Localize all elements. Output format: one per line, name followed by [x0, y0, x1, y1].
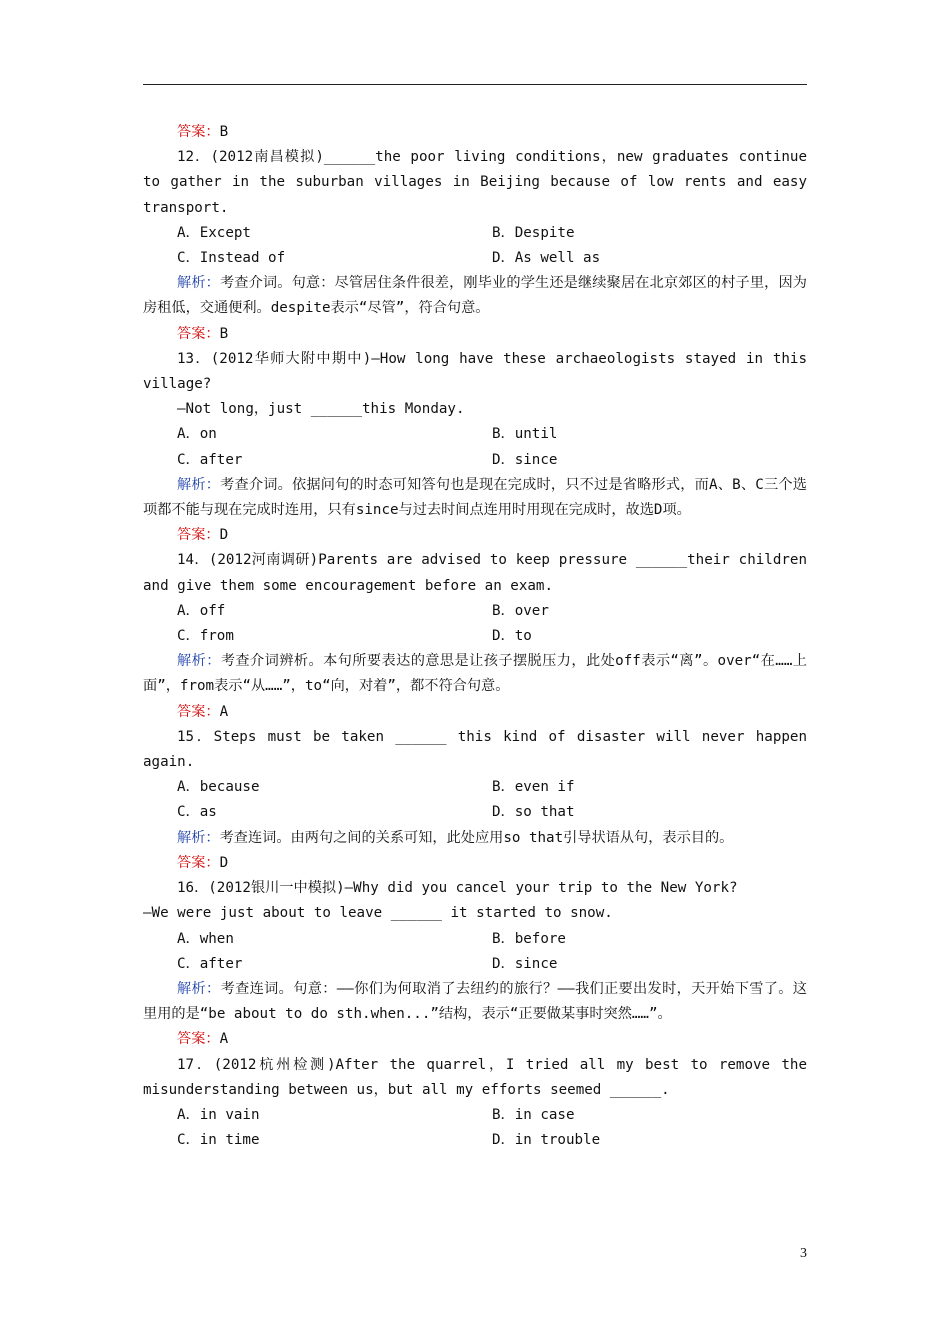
option-d: D．in trouble	[492, 1132, 601, 1149]
question-13-options-row-1	[143, 422, 807, 447]
answer-line: 答案：D	[177, 854, 229, 871]
option-d: D．to	[492, 628, 532, 645]
option-b: B．even if	[492, 779, 575, 796]
analysis-line: 解析：考查连词。由两句之间的关系可知，此处应用so that引导状语从句，表示目的。	[177, 829, 734, 846]
question-12-options-row-2	[143, 246, 807, 271]
option-b: B．Despite	[492, 224, 575, 241]
option-a: A．Except	[177, 224, 251, 241]
analysis-line: 解析：考查连词。句意：——你们为何取消了去纽约的旅行？——我们正要出发时，天开始下雪了。这里用的是“be about to do sth.when...”结构，表示“正要做某事时突然……”。	[143, 980, 807, 1023]
option-d: D．since	[492, 451, 558, 468]
option-b: B．until	[492, 426, 558, 443]
question-17-options-row-2	[143, 1128, 807, 1153]
option-c: C．after	[177, 451, 243, 468]
option-b: B．in case	[492, 1106, 575, 1123]
question-17-options-row-1	[143, 1103, 807, 1128]
analysis-line: 解析：考查介词。依据问句的时态可知答句也是现在完成时，只不过是省略形式，而A、B、C三个选项都不能与现在完成时连用，只有since与过去时间点连用时用现在完成时，故选D项。	[143, 476, 807, 519]
question-12-options-row-1	[143, 221, 807, 246]
document-body	[143, 120, 807, 1153]
option-a: A．in vain	[177, 1106, 260, 1123]
question-13-options-row-2	[143, 448, 807, 473]
question-12-stem: 12．(2012南昌模拟)______the poor living conditions，new graduates continue to gather in the suburban villages in Beijing because of low rents and easy transport.	[143, 149, 807, 216]
answer-line: 答案：B	[177, 325, 229, 342]
question-16-options-row-1	[143, 927, 807, 952]
answer-line: 答案：A	[177, 1031, 229, 1048]
answer-line: 答案：B	[177, 124, 229, 140]
answer-line: 答案：D	[177, 527, 229, 544]
option-c: C．Instead of	[177, 250, 286, 267]
option-d: D．As well as	[492, 250, 601, 267]
option-c: C．from	[177, 628, 234, 645]
option-a: A．because	[177, 779, 260, 796]
answer-line: 答案：A	[177, 703, 229, 720]
page-number: 3	[800, 1246, 807, 1261]
question-13-stem-reply: —Not long，just ______this Monday.	[177, 401, 465, 418]
option-b: B．before	[492, 930, 566, 947]
option-c: C．in time	[177, 1132, 260, 1149]
option-a: A．when	[177, 930, 234, 947]
question-15-options-row-1	[143, 775, 807, 800]
question-16-stem: 16．(2012银川一中模拟)—Why did you cancel your trip to the New York?	[177, 880, 738, 897]
question-14-options-row-2	[143, 624, 807, 649]
analysis-line: 解析：考查介词辨析。本句所要表达的意思是让孩子摆脱压力，此处off表示“离”。over“在……上面”，from表示“从……”，to“向，对着”，都不符合句意。	[143, 653, 807, 695]
option-c: C．after	[177, 955, 243, 972]
option-a: A．off	[177, 602, 226, 619]
question-14-options-row-1	[143, 599, 807, 624]
option-d: D．since	[492, 955, 558, 972]
question-16-options-row-2	[143, 952, 807, 977]
question-16-stem-reply: —We were just about to leave ______ it started to snow.	[143, 905, 613, 922]
option-b: B．over	[492, 602, 549, 619]
option-c: C．as	[177, 804, 217, 821]
option-a: A．on	[177, 426, 217, 443]
header-rule	[143, 84, 807, 85]
question-15-stem: 15．Steps must be taken ______ this kind of disaster will never happen again.	[143, 728, 807, 771]
question-14-stem: 14．(2012河南调研)Parents are advised to keep pressure ______their children and give them some encouragement before an exam.	[143, 552, 807, 594]
question-13-stem: 13．(2012华师大附中期中)—How long have these archaeologists stayed in this village?	[143, 350, 807, 393]
question-17-stem: 17．(2012杭州检测)After the quarrel，I tried all my best to remove the misunderstanding between us，but all my efforts seemed ______.	[143, 1056, 807, 1098]
analysis-line: 解析：考查介词。句意：尽管居住条件很差，刚毕业的学生还是继续聚居在北京郊区的村子里，因为房租低，交通便利。despite表示“尽管”，符合句意。	[143, 275, 807, 317]
question-15-options-row-2	[143, 800, 807, 825]
option-d: D．so that	[492, 804, 575, 821]
